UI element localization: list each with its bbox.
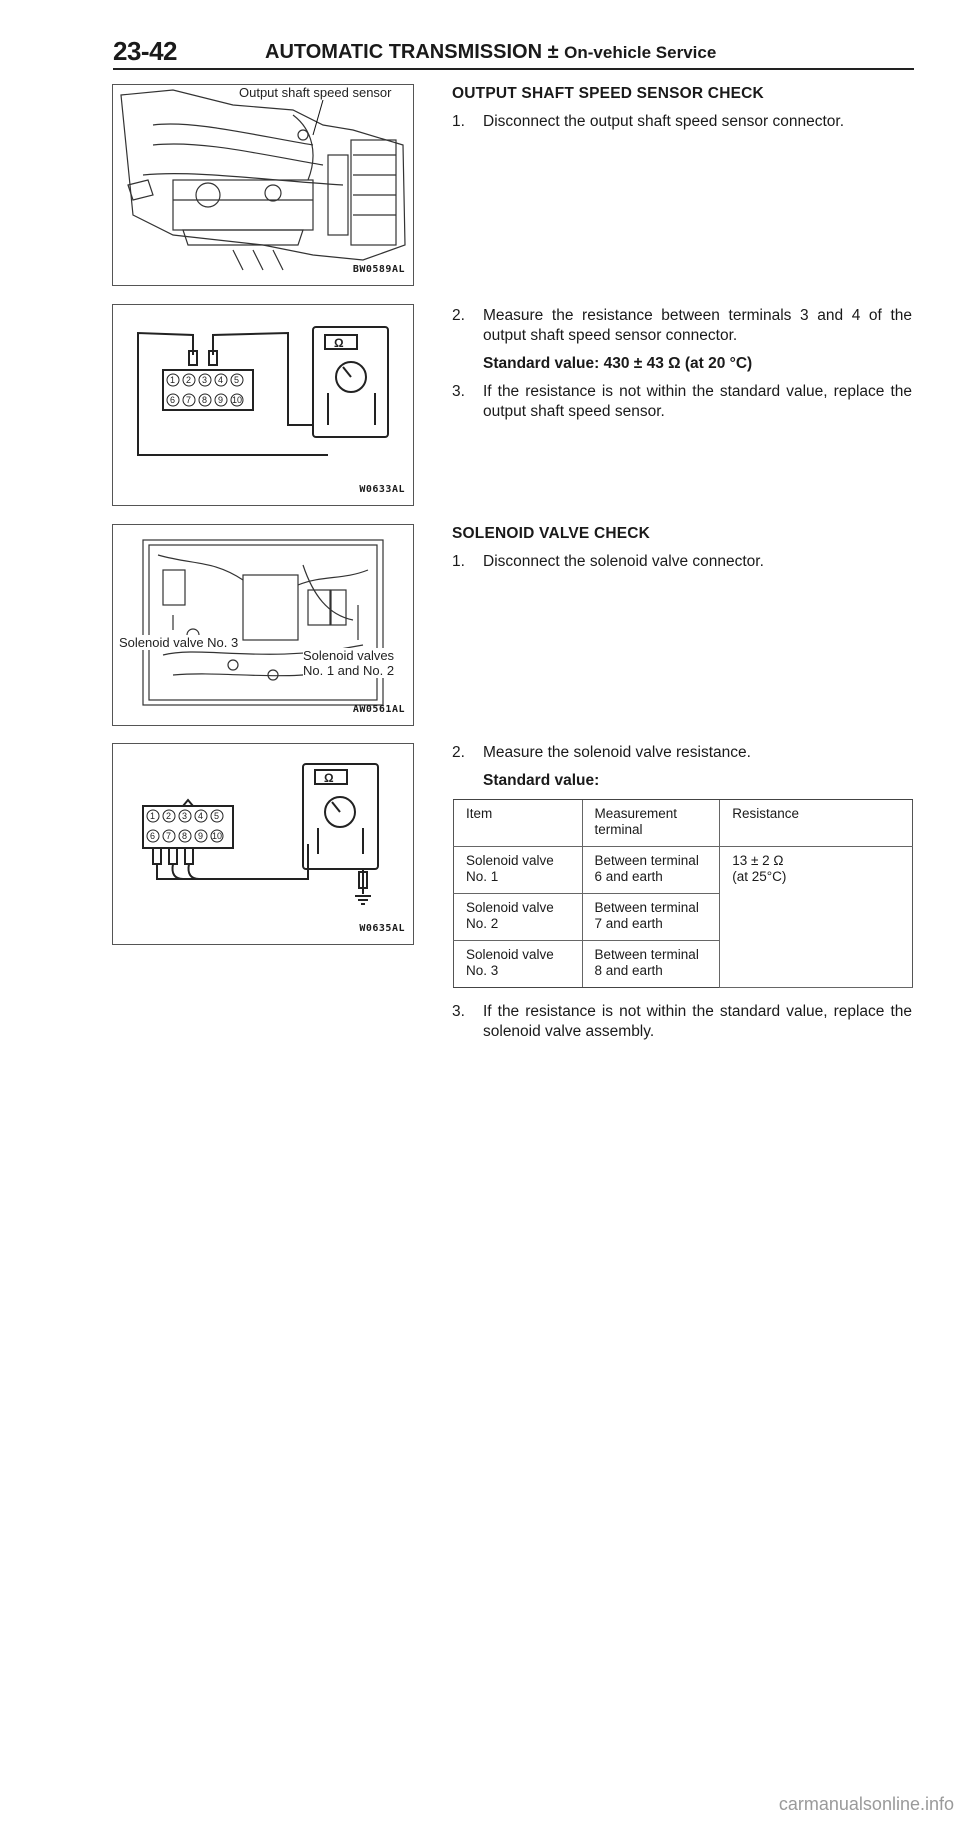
pin-6: 6 <box>150 831 156 841</box>
header-rule <box>113 68 914 70</box>
title-separator: ± <box>547 41 559 63</box>
resistance-condition: (at 25°C) <box>732 869 787 884</box>
step-text: Measure the resistance between terminals 3 and 4 of the output shaft speed sensor connector. <box>483 307 912 344</box>
pin-3: 3 <box>182 811 188 821</box>
pin-10: 10 <box>212 831 223 841</box>
step-1 <box>452 552 912 572</box>
page-title <box>265 41 716 64</box>
label-solenoid-valves: Solenoid valves <box>303 648 395 663</box>
pin-8: 8 <box>182 831 188 841</box>
pin-9: 9 <box>198 831 204 841</box>
resistance-table <box>453 799 913 988</box>
ohm-icon: Ω <box>324 771 334 785</box>
step-3 <box>452 382 912 422</box>
transmission-drawing <box>113 85 413 285</box>
pin-7: 7 <box>186 395 192 405</box>
pin-8: 8 <box>202 395 208 405</box>
pin-5: 5 <box>214 811 220 821</box>
step-text: If the resistance is not within the standard value, replace the output shaft speed sensor. <box>483 383 912 420</box>
pin-2: 2 <box>186 375 192 385</box>
step-number: 2. <box>452 744 465 761</box>
section-heading: SOLENOID VALVE CHECK <box>452 525 651 542</box>
header-item: Item <box>454 800 583 847</box>
figure-code: W0633AL <box>359 484 405 495</box>
step-text: Disconnect the output shaft speed sensor connector. <box>483 113 845 130</box>
watermark: carmanualsonline.info <box>778 1794 954 1814</box>
pin-9: 9 <box>218 395 224 405</box>
section-output-shaft-sensor-measure <box>452 298 912 422</box>
table-header-row <box>454 800 913 847</box>
section-output-shaft-sensor <box>452 84 912 132</box>
figure-solenoid-valve-location <box>112 524 414 726</box>
pin-4: 4 <box>198 811 204 821</box>
cell-terminal: Between terminal 6 and earth <box>582 847 720 894</box>
standard-value: Standard value: <box>483 772 600 789</box>
cell-resistance <box>720 847 913 988</box>
circuit-drawing-2 <box>113 744 413 944</box>
cell-item: Solenoid valve No. 2 <box>454 894 583 941</box>
step-2 <box>452 743 912 763</box>
label-solenoid-valve-3: Solenoid valve No. 3 <box>119 635 239 650</box>
page-number: 23-42 <box>113 36 177 66</box>
figure-sensor-resistance-measurement <box>112 304 414 506</box>
pin-10: 10 <box>232 395 243 405</box>
title-main: AUTOMATIC TRANSMISSION <box>265 41 543 63</box>
step-number: 1. <box>452 553 465 570</box>
step-number: 1. <box>452 113 465 130</box>
section-heading: OUTPUT SHAFT SPEED SENSOR CHECK <box>452 85 764 102</box>
page-header <box>113 36 913 70</box>
pin-7: 7 <box>166 831 172 841</box>
standard-value: Standard value: 430 ± 43 Ω (at 20 °C) <box>483 355 753 372</box>
step-text: If the resistance is not within the standard value, replace the solenoid valve assembly. <box>483 1003 912 1040</box>
valve-body-drawing <box>113 525 413 725</box>
step-1 <box>452 112 912 132</box>
title-subtitle: On-vehicle Service <box>564 43 717 62</box>
cell-terminal: Between terminal 8 and earth <box>582 941 720 988</box>
ohm-icon: Ω <box>334 336 344 350</box>
pin-1: 1 <box>170 375 176 385</box>
figure-output-shaft-sensor-location <box>112 84 414 286</box>
pin-1: 1 <box>150 811 156 821</box>
step-text: Measure the solenoid valve resistance. <box>483 744 751 761</box>
section-solenoid-valve-measure <box>452 743 912 791</box>
cell-terminal: Between terminal 7 and earth <box>582 894 720 941</box>
label-solenoid-valves-no1-no2: No. 1 and No. 2 <box>303 663 395 678</box>
section-solenoid-valve-replace <box>452 1002 912 1042</box>
cell-item: Solenoid valve No. 3 <box>454 941 583 988</box>
step-text: Disconnect the solenoid valve connector. <box>483 553 764 570</box>
pin-3: 3 <box>202 375 208 385</box>
resistance-value: 13 ± 2 Ω <box>732 853 784 868</box>
pin-6: 6 <box>170 395 176 405</box>
figure-code: AW0561AL <box>352 704 405 715</box>
step-2 <box>452 306 912 346</box>
table-row <box>454 847 913 894</box>
circuit-drawing-1 <box>113 305 413 505</box>
step-number: 3. <box>452 1003 465 1020</box>
pin-5: 5 <box>234 375 240 385</box>
pin-2: 2 <box>166 811 172 821</box>
figure-solenoid-resistance-measurement <box>112 743 414 945</box>
label-output-shaft-speed-sensor: Output shaft speed sensor <box>239 85 392 100</box>
header-resistance: Resistance <box>720 800 913 847</box>
cell-item: Solenoid valve No. 1 <box>454 847 583 894</box>
header-terminal: Measurement terminal <box>582 800 720 847</box>
step-number: 3. <box>452 383 465 400</box>
figure-code: W0635AL <box>359 923 405 934</box>
figure-code: BW0589AL <box>352 264 405 275</box>
step-number: 2. <box>452 307 465 324</box>
pin-4: 4 <box>218 375 224 385</box>
section-solenoid-valve <box>452 524 912 572</box>
step-3 <box>452 1002 912 1042</box>
